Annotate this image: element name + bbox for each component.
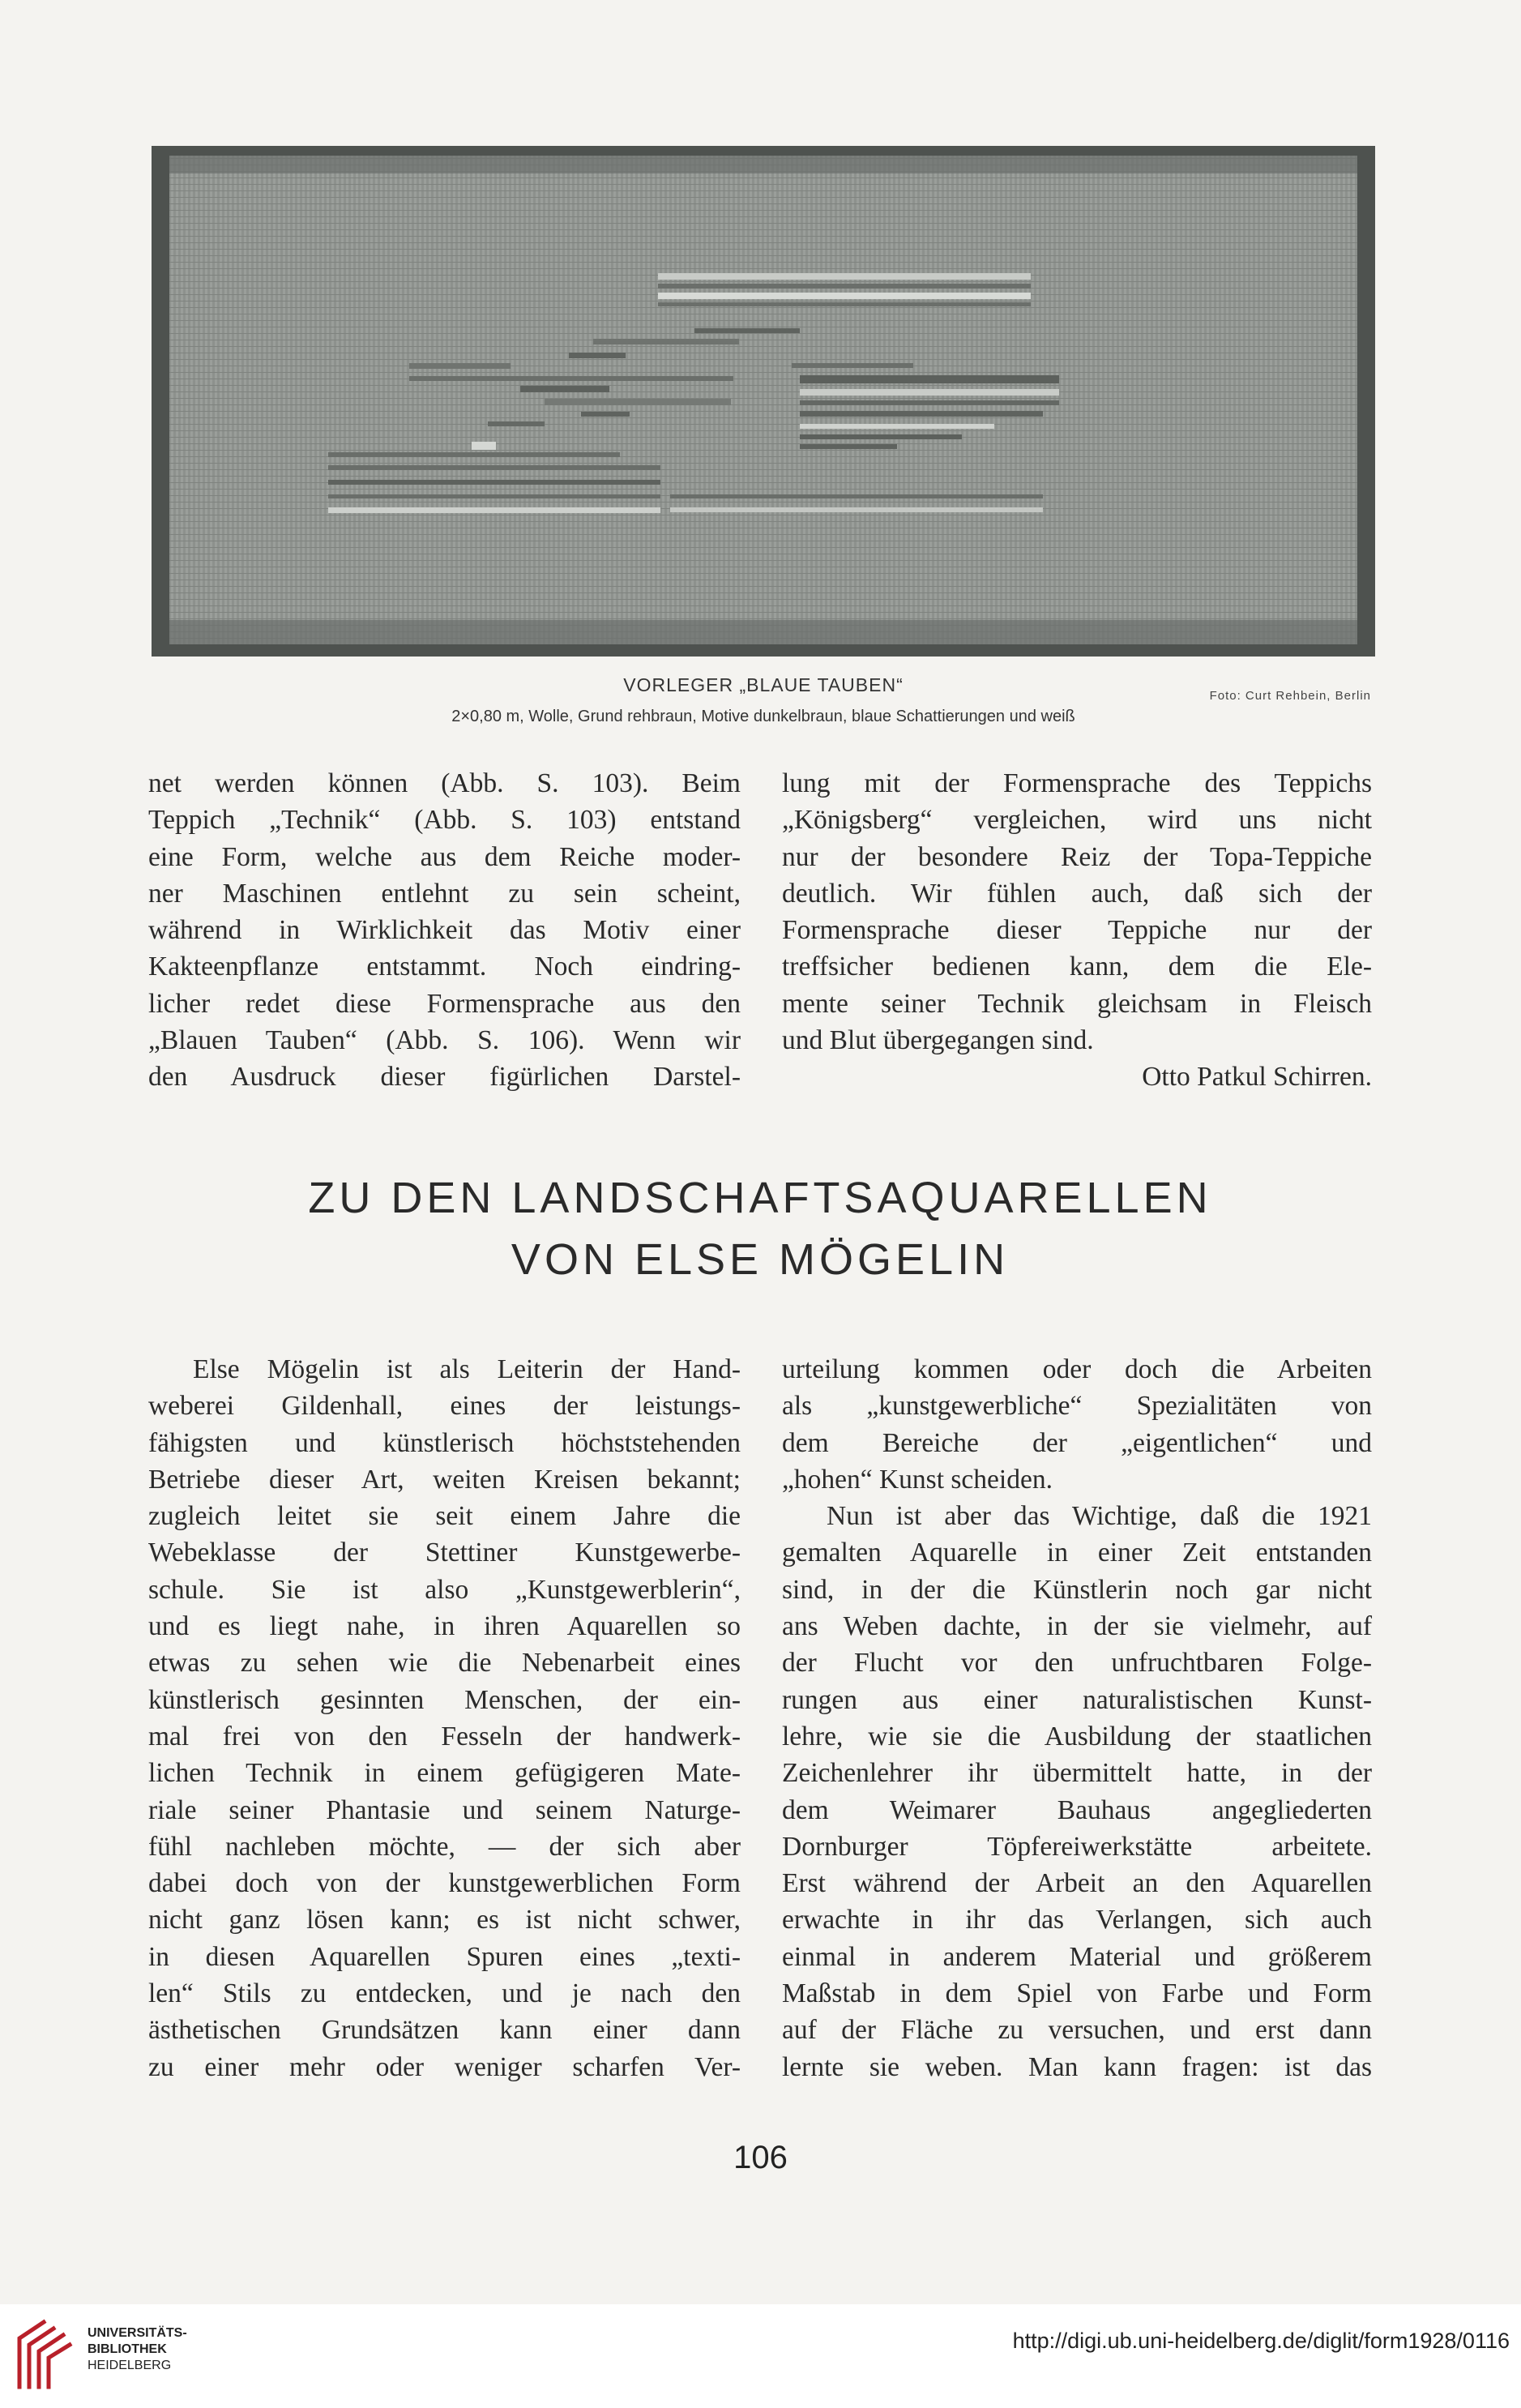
text-line: nur der besondere Reiz der Topa-Teppiche <box>782 841 1372 872</box>
text-line: mal frei von den Fesseln der handwerk- <box>148 1721 741 1751</box>
text-line: ner Maschinen entlehnt zu sein scheint, <box>148 878 741 909</box>
text-line: gemalten Aquarelle in einer Zeit entstanden <box>782 1538 1372 1568</box>
text-line: einmal in anderem Material und größerem <box>782 1941 1372 1972</box>
text-line: etwas zu sehen wie die Nebenarbeit eines <box>148 1648 741 1679</box>
text-line: ästhetischen Grundsätzen kann einer dann <box>148 2015 741 2046</box>
footer-bar <box>0 2304 1521 2408</box>
text-line: licher redet diese Formensprache aus den <box>148 988 741 1019</box>
figure-caption-title: VORLEGER „BLAUE TAUBEN“ <box>623 674 904 695</box>
photo-credit: Foto: Curt Rehbein, Berlin <box>1209 689 1371 703</box>
figure-caption-description: 2×0,80 m, Wolle, Grund rehbraun, Motive dunkelbraun, blaue Schattierungen und weiß <box>451 708 1075 725</box>
text-line: Webeklasse der Stettiner Kunstgewerbe- <box>148 1538 741 1568</box>
text-line: Dornburger Töpfereiwerkstätte arbeitete. <box>782 1831 1372 1862</box>
text-line: len“ Stils zu entdecken, und je nach den <box>148 1978 741 2009</box>
text-line: erwachte in ihr das Verlangen, sich auch <box>782 1905 1372 1935</box>
library-logo-text <box>88 2325 187 2374</box>
text-line: rungen aus einer naturalistischen Kunst- <box>782 1684 1372 1715</box>
text-line: zugleich leitet sie seit einem Jahre die <box>148 1501 741 1532</box>
text-line: urteilung kommen oder doch die Arbeiten <box>782 1354 1372 1384</box>
text-line: treffsicher bedienen kann, dem die Ele- <box>782 952 1372 982</box>
text-line: Else Mögelin ist als Leiterin der Hand- <box>193 1354 741 1384</box>
text-line: nicht ganz lösen kann; es ist nicht schwer, <box>148 1905 741 1935</box>
text-line: Zeichenlehrer ihr übermittelt hatte, in der <box>782 1758 1372 1789</box>
text-line: deutlich. Wir fühlen auch, daß sich der <box>782 878 1372 909</box>
page-number: 106 <box>733 2140 788 2175</box>
text-line: und Blut übergegangen sind. <box>782 1025 1094 1056</box>
text-line: Betriebe dieser Art, weiten Kreisen bekannt; <box>148 1464 741 1495</box>
article2-column-left <box>148 1351 741 2085</box>
text-line: „Blauen Tauben“ (Abb. S. 106). Wenn wir <box>148 1025 741 1056</box>
text-line: und es liegt nahe, in ihren Aquarellen so <box>148 1611 741 1642</box>
text-line: während in Wirklichkeit das Motiv einer <box>148 915 741 946</box>
text-line: Kakteenpflanze entstammt. Noch eindring- <box>148 952 741 982</box>
text-line: Formensprache dieser Teppiche nur der <box>782 915 1372 946</box>
text-line: künstlerisch gesinnten Menschen, der ein- <box>148 1684 741 1715</box>
text-line: Erst während der Arbeit an den Aquarellen <box>782 1868 1372 1899</box>
text-line: mente seiner Technik gleichsam in Fleisch <box>782 988 1372 1019</box>
text-line: fühl nachleben möchte, — der sich aber <box>148 1831 741 1862</box>
source-url-link[interactable]: http://digi.ub.uni-heidelberg.de/diglit/form1928/0116 <box>1012 2329 1510 2353</box>
article-heading <box>148 1167 1372 1290</box>
text-line: ans Weben dachte, in der sie vielmehr, auf <box>782 1611 1372 1642</box>
logo-line: HEIDELBERG <box>88 2359 172 2372</box>
logo-line: BIBLIOTHEK <box>88 2342 167 2356</box>
text-line: lehre, wie sie die Ausbildung der staatlichen <box>782 1721 1372 1751</box>
heading-line: ZU DEN LANDSCHAFTSAQUARELLEN <box>308 1174 1212 1222</box>
author-signature: Otto Patkul Schirren. <box>1142 1062 1372 1093</box>
text-line: riale seiner Phantasie und seinem Naturge- <box>148 1794 741 1825</box>
text-line: Maßstab in dem Spiel von Farbe und Form <box>782 1978 1372 2009</box>
text-line: lung mit der Formensprache des Teppichs <box>782 768 1372 798</box>
article1-column-right <box>782 765 1372 1096</box>
text-line: dem Weimarer Bauhaus angegliederten <box>782 1794 1372 1825</box>
text-line: in diesen Aquarellen Spuren eines „texti- <box>148 1941 741 1972</box>
text-line: lernte sie weben. Man kann fragen: ist das <box>782 2051 1372 2082</box>
article2-column-right <box>782 1351 1372 2085</box>
text-line: dabei doch von der kunstgewerblichen Form <box>148 1868 741 1899</box>
article1-column-left <box>148 765 741 1096</box>
text-line: lichen Technik in einem gefügigeren Mate- <box>148 1758 741 1789</box>
text-line: Teppich „Technik“ (Abb. S. 103) entstand <box>148 805 741 836</box>
text-line: „Königsberg“ vergleichen, wird uns nicht <box>782 805 1372 836</box>
library-logo-icon <box>13 2314 75 2395</box>
text-line: net werden können (Abb. S. 103). Beim <box>148 768 741 798</box>
text-line: schule. Sie ist also „Kunstgewerblerin“, <box>148 1574 741 1605</box>
text-line: Nun ist aber das Wichtige, daß die 1921 <box>827 1501 1372 1532</box>
text-line: sind, in der die Künstlerin noch gar nicht <box>782 1574 1372 1605</box>
text-line: „hohen“ Kunst scheiden. <box>782 1464 1053 1495</box>
text-line: weberei Gildenhall, eines der leistungs- <box>148 1391 741 1422</box>
text-line: zu einer mehr oder weniger scharfen Ver- <box>148 2051 741 2082</box>
text-line: als „kunstgewerbliche“ Spezialitäten von <box>782 1391 1372 1422</box>
rug-image <box>152 146 1375 657</box>
text-line: dem Bereiche der „eigentlichen“ und <box>782 1427 1372 1458</box>
logo-line: UNIVERSITÄTS- <box>88 2326 187 2340</box>
heading-line: VON ELSE MÖGELIN <box>511 1235 1010 1284</box>
rug-photo <box>152 146 1375 657</box>
text-line: eine Form, welche aus dem Reiche moder- <box>148 841 741 872</box>
text-line: den Ausdruck dieser figürlichen Darstel- <box>148 1062 741 1093</box>
text-line: fähigsten und künstlerisch höchststehenden <box>148 1427 741 1458</box>
text-line: auf der Fläche zu versuchen, und erst dann <box>782 2015 1372 2046</box>
text-line: der Flucht vor den unfruchtbaren Folge- <box>782 1648 1372 1679</box>
